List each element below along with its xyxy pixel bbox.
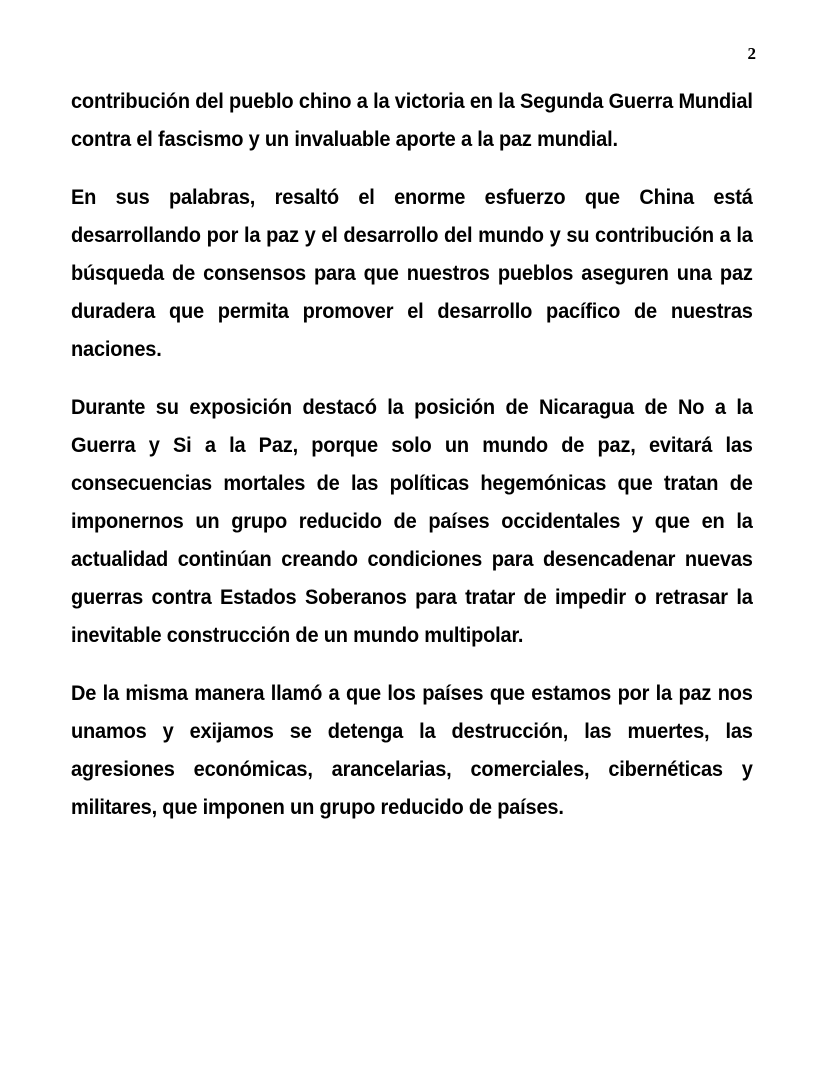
- paragraph: En sus palabras, resaltó el enorme esfuerzo que China está desarrollando por la paz y el desarrollo del mundo y su contribución a la búsqueda de consensos para que nuestros pueblos aseguren una paz duradera que permita promover el desarrollo pacífico de nuestras naciones.: [71, 185, 753, 361]
- paragraph: Durante su exposición destacó la posición de Nicaragua de No a la Guerra y Si a la Paz, porque solo un mundo de paz, evitará las consecuencias mortales de las políticas hegemónicas que tratan de imponernos un grupo reducido de países occidentales y que en la actualidad continúan creando condiciones para desencadenar nuevas guerras contra Estados Soberanos para tratar de impedir o retrasar la inevitable construcción de un mundo multipolar.: [71, 395, 753, 647]
- paragraph: contribución del pueblo chino a la victoria en la Segunda Guerra Mundial contra el fascismo y un invaluable aporte a la paz mundial.: [71, 89, 753, 151]
- page-number: 2: [747, 44, 756, 63]
- document-body: [71, 82, 753, 826]
- paragraph: De la misma manera llamó a que los países que estamos por la paz nos unamos y exijamos se detenga la destrucción, las muertes, las agresiones económicas, arancelarias, comerciales, cibernéticas y militares, que imponen un grupo reducido de países.: [71, 681, 753, 819]
